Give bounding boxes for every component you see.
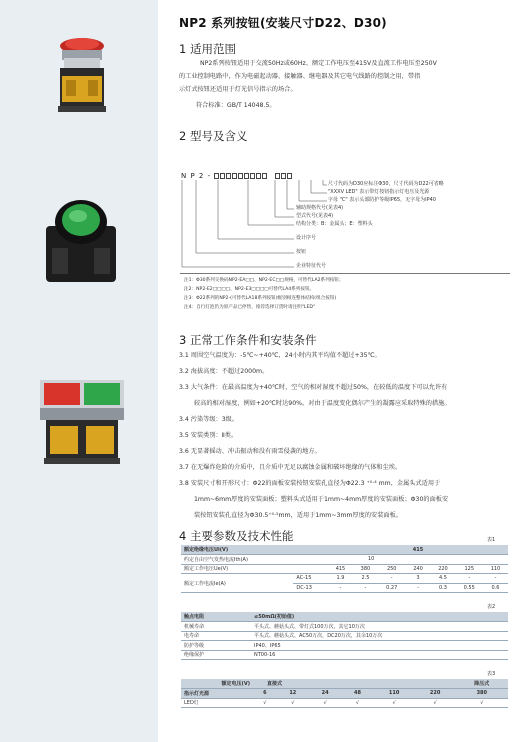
t3-cell: 降压式 [456,679,508,689]
t2-cell: 平头式、蘑菇头式、带灯式100万次，其它10万次 [251,622,508,632]
t2-cell: 防护等级 [181,641,251,651]
table-row [181,545,508,555]
s3-item-5: 3.5 安装类别：Ⅱ类。 [179,432,238,439]
table-row [181,698,508,708]
table-1-tag: 表1 [487,537,496,543]
model-code-prefix: N P 2 - [181,172,212,180]
t3-cell: 6 [253,689,277,699]
t1-cell: 1.9 [328,574,353,584]
t1-cell [293,555,328,565]
t1-cell: - [328,583,353,593]
note-4: 注4：自行灯泡仍为原产品已停售，推荐选择订货时请注明"LED" [184,305,315,310]
table-row [181,650,508,660]
s3-item-6: 3.6 无显著摇动、冲击振动和没有雨雪侵袭的地方。 [179,448,321,455]
s1-line-3: 示灯式按钮还适用于灯光信号指示的场合。 [179,86,297,93]
t3-cell: 指示灯光源 [181,689,253,699]
note-3: 注3：Φ22系列的NP2-(可替代LA18系列按钮)级别相连整体结构(组合按钮) [184,296,337,301]
table-1 [181,545,508,593]
t1-cell: 110 [483,564,508,574]
t3-cell: 220 [415,689,456,699]
t1-cell: AC-15 [293,574,328,584]
t2-cell: 平头式、蘑菇头式、AC50万次，DC20万次，其余10万次 [251,631,508,641]
note-2: 注2：NP2-E2□□□□、NP2-E3□□□□可替代LA4系列按钮。 [184,287,315,292]
code-label-2: "XXXV LED" 表示带灯按钮指示灯电压及光源 [328,189,430,195]
t3-cell: 额定电压(V) [181,679,253,689]
t1-cell: - [378,574,406,584]
table-3-tag: 表3 [487,671,496,677]
s3-item-3: 3.3 大气条件：在最高温度为+40℃时，空气的相对湿度不超过50%，在较低的温度下可以允许有 [179,384,448,391]
s3-item-4: 3.4 污染等级：3级。 [179,416,239,423]
t1-cell: DC-13 [293,583,328,593]
table-row [181,612,508,622]
s3-item-8b: 1mm~6mm厚度的安装面板；塑料头式适用于1mm~4mm厚度的安装面板；Φ30的面板安 [194,496,449,503]
code-label-7: 设计序号 [296,235,317,241]
double-button-image [34,374,130,470]
table-row [181,555,508,565]
code-label-5: 型式代号(见表4) [296,213,334,219]
section-3-heading: 3 正常工作条件和安装条件 [179,333,317,347]
table-row [181,679,508,689]
t1-cell: 0.3 [430,583,455,593]
t3-cell: 380 [456,689,508,699]
t1-cell: 0.6 [483,583,508,593]
t3-cell: 48 [341,689,373,699]
table-row [181,622,508,632]
t2-cell: 触点电阻 [181,612,251,622]
t3-cell: LED灯 [181,698,253,708]
t1-cell: 约定自由空气发热电流Ith(A) [181,555,293,565]
t2-cell: 机械寿命 [181,622,251,632]
model-code-diagram [181,172,293,180]
s3-item-8: 3.8 安装尺寸和开形尺寸：Φ22的面板安装按钮安装孔直径为Φ22.3 ⁺⁰·⁴ mm，金属头式适用于 [179,480,441,487]
t1-cell: 415 [328,545,508,555]
s3-item-8c: 装按钮安装孔直径为Φ30.5⁺⁰·⁵mm，适用于1mm~3mm厚度的安装面板。 [194,512,402,519]
t1-cell: 额定工作电压Ue(V) [181,564,293,574]
t3-cell: 24 [309,689,341,699]
t1-cell: 220 [430,564,455,574]
t1-cell: 10 [328,555,508,565]
page-title: NP2 系列按钮(安装尺寸D22、D30) [179,16,387,30]
code-label-1: 尺寸代码为D30应标注Φ30，尺寸代码为D22可省略 [328,181,444,187]
s1-standard: 符合标准：GB/T 14048.5。 [196,102,276,109]
table-row [181,631,508,641]
t1-cell: - [483,574,508,584]
check-mark: √ [277,698,309,708]
table-2-tag: 表2 [487,604,496,610]
t3-cell: 直接式 [253,679,456,689]
section-4-heading: 4 主要参数及技术性能 [179,529,294,543]
t1-cell: 125 [455,564,483,574]
note-1: 注1：Φ30系列交换码NP2-EA□□、NP2-EC□□规格，可替代LA2系列按钮； [184,278,344,283]
check-mark: √ [309,698,341,708]
table-3 [181,679,508,708]
code-label-9: 企业特征代号 [296,263,327,269]
t3-cell: 110 [374,689,415,699]
code-label-4: 辅助规格代号(见表4) [296,205,344,211]
t1-cell [293,564,328,574]
t1-cell: 4.5 [430,574,455,584]
green-plastic-button-image [38,196,124,286]
s1-line-1: NP2系列按钮适用于交流50Hz或60Hz、额定工作电压至415V及直流工作电压至250V [200,60,437,67]
t1-cell: - [353,583,378,593]
t1-cell: - [405,583,430,593]
code-label-8: 按钮 [296,249,307,255]
t1-cell: 额定绝缘电压Ui(V) [181,545,293,555]
s3-item-3b: 较高的相对湿度，例如+20℃时达90%。对由于温度变化偶尔产生的凝露应采取特殊的措施。 [194,400,451,407]
s3-item-2: 3.2 海拔高度：不超过2000m。 [179,368,269,375]
table-row [181,564,508,574]
t1-cell: - [455,574,483,584]
code-label-3: 字母 "C" 表示头部防护等级IP65，无字母为IP40 [328,197,436,203]
table-row [181,641,508,651]
t1-cell [293,545,328,555]
notes-divider [180,273,510,274]
t2-cell: 绝缘保护 [181,650,251,660]
code-label-6: 结构分类：B：金属头；E：塑料头 [296,221,373,227]
s3-item-1: 3.1 周围空气温度为：-5℃~+40℃，24小时内其平均值不超过+35℃。 [179,352,381,359]
t1-cell: 380 [353,564,378,574]
t2-cell: NT00-16 [251,650,508,660]
t1-cell: 2.5 [353,574,378,584]
check-mark: √ [456,698,508,708]
section-2-heading: 2 型号及含义 [179,129,248,143]
check-mark: √ [253,698,277,708]
section-1-heading: 1 适用范围 [179,42,236,56]
check-mark: √ [374,698,415,708]
t1-cell: 240 [405,564,430,574]
t1-cell: 0.55 [455,583,483,593]
t1-cell: 415 [328,564,353,574]
t1-cell: 额定工作电流Ie(A) [181,574,293,593]
red-metal-button-image [52,36,112,122]
t3-cell: 12 [277,689,309,699]
t2-cell: ≤50mΩ(初始值) [251,612,508,622]
t1-cell: 3 [405,574,430,584]
t2-cell: IP40、IP65 [251,641,508,651]
t2-cell: 电寿命 [181,631,251,641]
t1-cell: 0.27 [378,583,406,593]
check-mark: √ [341,698,373,708]
table-2 [181,612,508,660]
t1-cell: 250 [378,564,406,574]
s1-line-2: 的工业控制电路中，作为电磁起动器、接触器、继电器及其它电气线路的控制之用，带指 [179,73,421,80]
check-mark: √ [415,698,456,708]
product-sidebar [0,0,158,742]
table-row [181,689,508,699]
table-row [181,574,508,584]
s3-item-7: 3.7 在无爆炸危险的介质中，且介质中无足以腐蚀金属和破坏绝缘的气体和尘埃。 [179,464,402,471]
